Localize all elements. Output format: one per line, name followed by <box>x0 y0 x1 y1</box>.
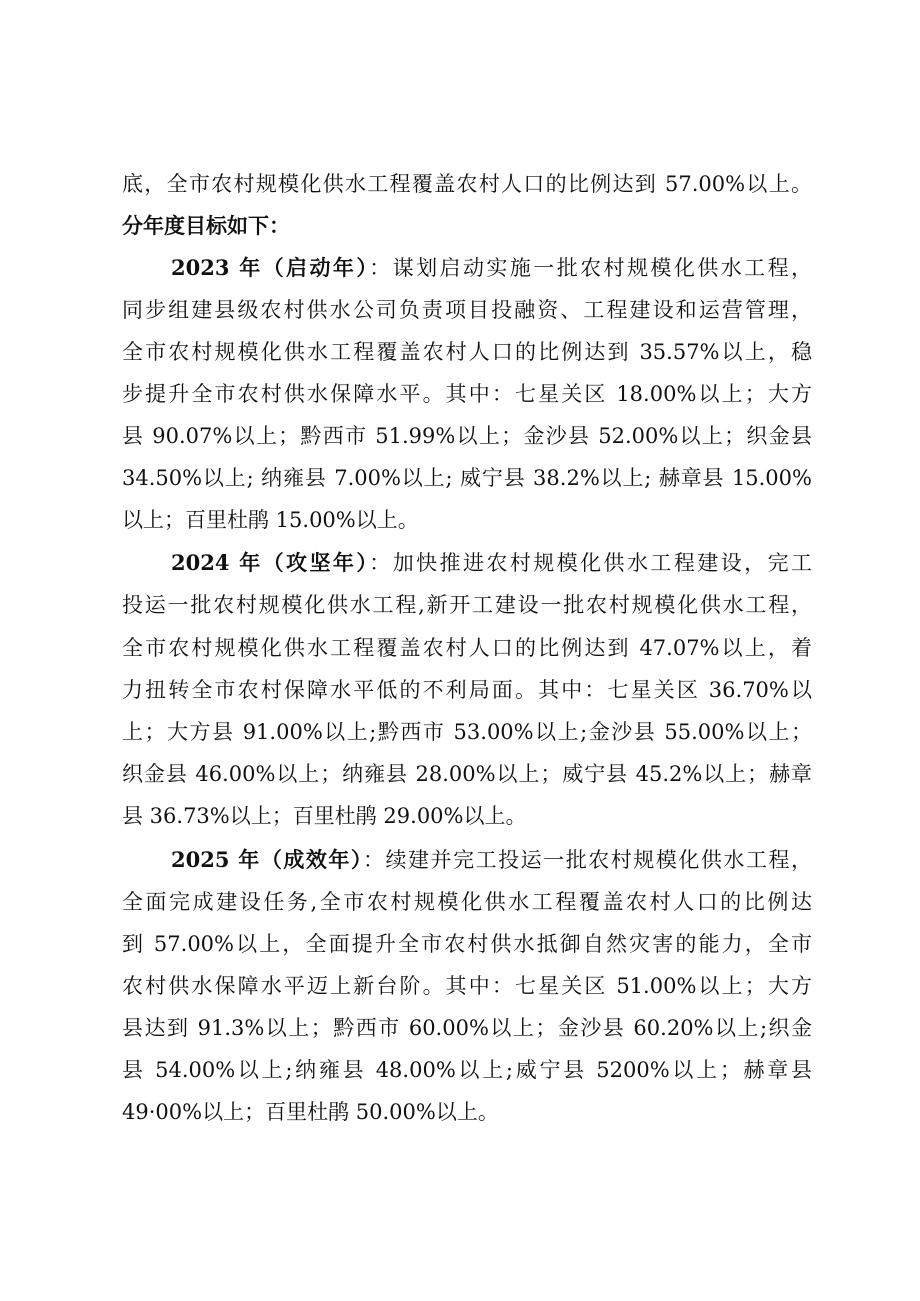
section-2023-line: 县 90.07%以上；黔西市 51.99%以上；金沙县 52.00%以上；织金县 <box>122 424 812 448</box>
section-2025-heading: 2025 年（成效年） <box>171 847 363 872</box>
section-2024-line: 投运一批农村规模化供水工程,新开工建设一批农村规模化供水工程， <box>122 593 812 617</box>
section-2025-first-line <box>171 845 812 875</box>
section-2025-line: 县 54.00%以上;纳雍县 48.00%以上;威宁县 5200%以上；赫章县 <box>122 1058 812 1082</box>
section-2023-line: 全市农村规模化供水工程覆盖农村人口的比例达到 35.57%以上，稳 <box>122 340 812 364</box>
section-2023-line: 以上；百里杜鹃 15.00%以上。 <box>122 508 419 532</box>
section-2025-line: 农村供水保障水平迈上新台阶。其中：七星关区 51.00%以上；大方 <box>122 974 812 998</box>
section-2024-line: 全市农村规模化供水工程覆盖农村人口的比例达到 47.07%以上，着 <box>122 636 812 660</box>
section-2024-first-line <box>171 548 812 578</box>
section-2023-first-line <box>171 253 812 283</box>
section-2024-line: 上；大方县 91.00%以上;黔西市 53.00%以上;金沙县 55.00%以上； <box>122 720 812 744</box>
section-2023-heading: 2023 年（启动年） <box>171 255 370 280</box>
section-2025-line: 49·00%以上；百里杜鹃 50.00%以上。 <box>122 1100 499 1124</box>
section-2023-line: 步提升全市农村供水保障水平。其中：七星关区 18.00%以上；大方 <box>122 382 812 406</box>
section-2023-text: ：谋划启动实施一批农村规模化供水工程， <box>369 256 812 280</box>
section-2024-line: 县 36.73%以上；百里杜鹃 29.00%以上。 <box>122 804 527 828</box>
intro-line-2: 分年度目标如下： <box>122 213 290 238</box>
section-2023-line: 同步组建县级农村供水公司负责项目投融资、工程建设和运营管理， <box>122 298 812 322</box>
section-2025-line: 县达到 91.3%以上；黔西市 60.00%以上；金沙县 60.20%以上;织金 <box>122 1016 812 1040</box>
section-2025-line: 到 57.00%以上，全面提升全市农村供水抵御自然灾害的能力，全市 <box>122 932 812 956</box>
section-2025-line: 全面完成建设任务,全市农村规模化供水工程覆盖农村人口的比例达 <box>122 890 812 914</box>
section-2023-line: 34.50%以上; 纳雍县 7.00%以上; 威宁县 38.2%以上; 赫章县 15.00% <box>122 466 812 490</box>
section-2025-text: ：续建并完工投运一批农村规模化供水工程， <box>362 848 813 872</box>
section-2024-heading: 2024 年（攻坚年） <box>171 550 370 575</box>
intro-line-1: 底，全市农村规模化供水工程覆盖农村人口的比例达到 57.00%以上。 <box>122 172 812 196</box>
section-2024-line: 力扭转全市农村保障水平低的不利局面。其中：七星关区 36.70%以 <box>122 678 812 702</box>
section-2024-text: ：加快推进农村规模化供水工程建设，完工 <box>369 551 812 575</box>
section-2024-line: 织金县 46.00%以上；纳雍县 28.00%以上；威宁县 45.2%以上；赫章 <box>122 762 812 786</box>
